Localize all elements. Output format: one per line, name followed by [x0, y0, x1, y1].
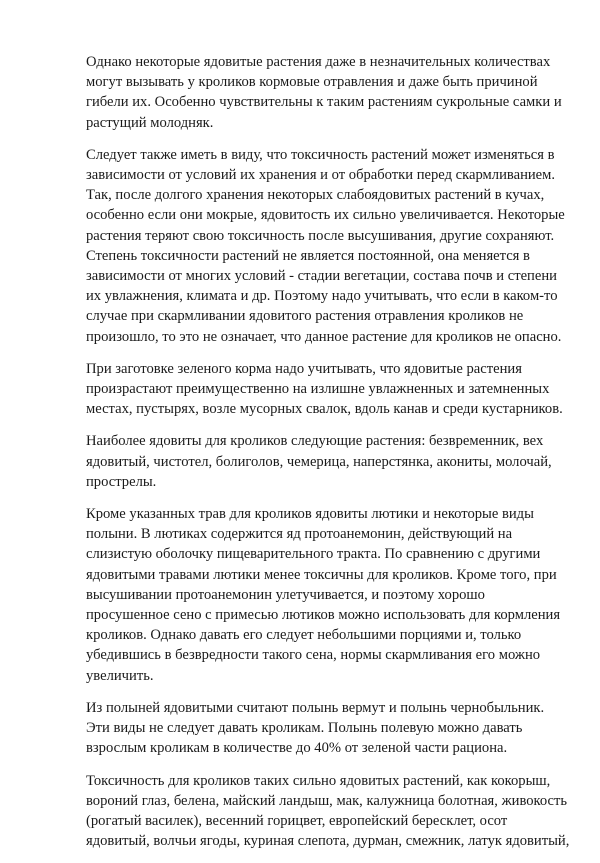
text-line: произошло, то это не означает, что данное растение для кроликов не опасно.: [86, 328, 562, 345]
text-line: гибели их. Особенно чувствительны к таким растениям сукрольные самки и: [86, 94, 562, 111]
text-line: Так, после долгого хранения некоторых слабоядовитых растений в кучах,: [86, 187, 545, 204]
text-line: могут вызывать у кроликов кормовые отравления и даже быть причиной: [86, 74, 538, 91]
text-line: вороний глаз, белена, майский ландыш, мак, калужница болотная, живокость: [86, 792, 568, 809]
text-line: Однако некоторые ядовитые растения даже в незначительных количествах: [86, 54, 551, 70]
text-line: убедившись в безвредности такого сена, нормы скармливания его можно: [86, 647, 541, 664]
text-line: особенно если они мокрые, ядовитость их сильно увеличивается. Некоторые: [86, 207, 565, 224]
paragraph: [86, 698, 562, 759]
paragraph: [86, 359, 562, 420]
text-line: зависимости от многих условий - стадии вегетации, состава почв и степени: [86, 268, 557, 285]
text-line: зависимости от условий их хранения и от обработки перед скармливанием.: [86, 167, 556, 184]
text-line: увеличить.: [86, 667, 154, 684]
text-line: произрастают преимущественно на излишне увлажненных и затемненных: [86, 381, 550, 398]
text-line: их увлажнения, климата и др. Поэтому надо учитывать, что если в каком-то: [86, 288, 558, 305]
text-line: местах, пустырях, возле мусорных свалок, вдоль канав и среди кустарников.: [86, 401, 563, 418]
text-line: ядовитый, волчьи ягоды, куриная слепота, дурман, смежник, латук ядовитый,: [86, 833, 570, 850]
text-line: Эти виды не следует давать кроликам. Полынь полевую можно давать: [86, 720, 523, 737]
paragraph: [86, 431, 562, 492]
text-line: высушивании протоанемонин улетучивается, и поэтому хорошо: [86, 586, 485, 603]
text-line: ядовитыми травами лютики менее токсичны для кроликов. Кроме того, при: [86, 566, 557, 583]
paragraph: [86, 771, 570, 852]
document-page: [86, 52, 570, 863]
text-line: При заготовке зеленого корма надо учитывать, что ядовитые растения: [86, 360, 522, 377]
text-line: Следует также иметь в виду, что токсичность растений может изменяться в: [86, 146, 555, 163]
text-line: просушенное сено с примесью лютиков можно использовать для кормления: [86, 607, 561, 624]
text-line: прострелы.: [86, 473, 157, 490]
text-line: Кроме указанных трав для кроликов ядовиты лютики и некоторые виды: [86, 506, 534, 523]
text-line: ядовитый, чистотел, болиголов, чемерица, наперстянка, акониты, молочай,: [86, 453, 552, 470]
text-line: Токсичность для кроликов таких сильно ядовитых растений, как кокорыш,: [86, 772, 551, 789]
paragraph: [86, 52, 562, 133]
text-line: (рогатый василек), весенний горицвет, европейский бересклет, осот: [86, 812, 508, 829]
text-line: случае при скармливании ядовитого растения отравления кроликов не: [86, 308, 524, 325]
text-line: Из полыней ядовитыми считают полынь вермут и полынь чернобыльник.: [86, 699, 545, 716]
paragraph: [86, 145, 565, 347]
paragraph: [86, 504, 562, 686]
text-line: слизистую оболочку пищеварительного тракта. По сравнению с другими: [86, 546, 541, 563]
text-line: взрослым кроликам в количестве до 40% от зеленой части рациона.: [86, 740, 508, 757]
text-line: полыни. В лютиках содержится яд протоанемонин, действующий на: [86, 526, 513, 543]
text-line: Степень токсичности растений не является постоянной, она меняется в: [86, 247, 530, 264]
text-line: растения теряют свою токсичность после высушивания, другие сохраняют.: [86, 227, 555, 244]
text-line: растущий молодняк.: [86, 114, 214, 131]
text-line: кроликов. Однако давать его следует небольшими порциями и, только: [86, 627, 522, 644]
text-line: Наиболее ядовиты для кроликов следующие растения: безвременник, вех: [86, 433, 544, 450]
